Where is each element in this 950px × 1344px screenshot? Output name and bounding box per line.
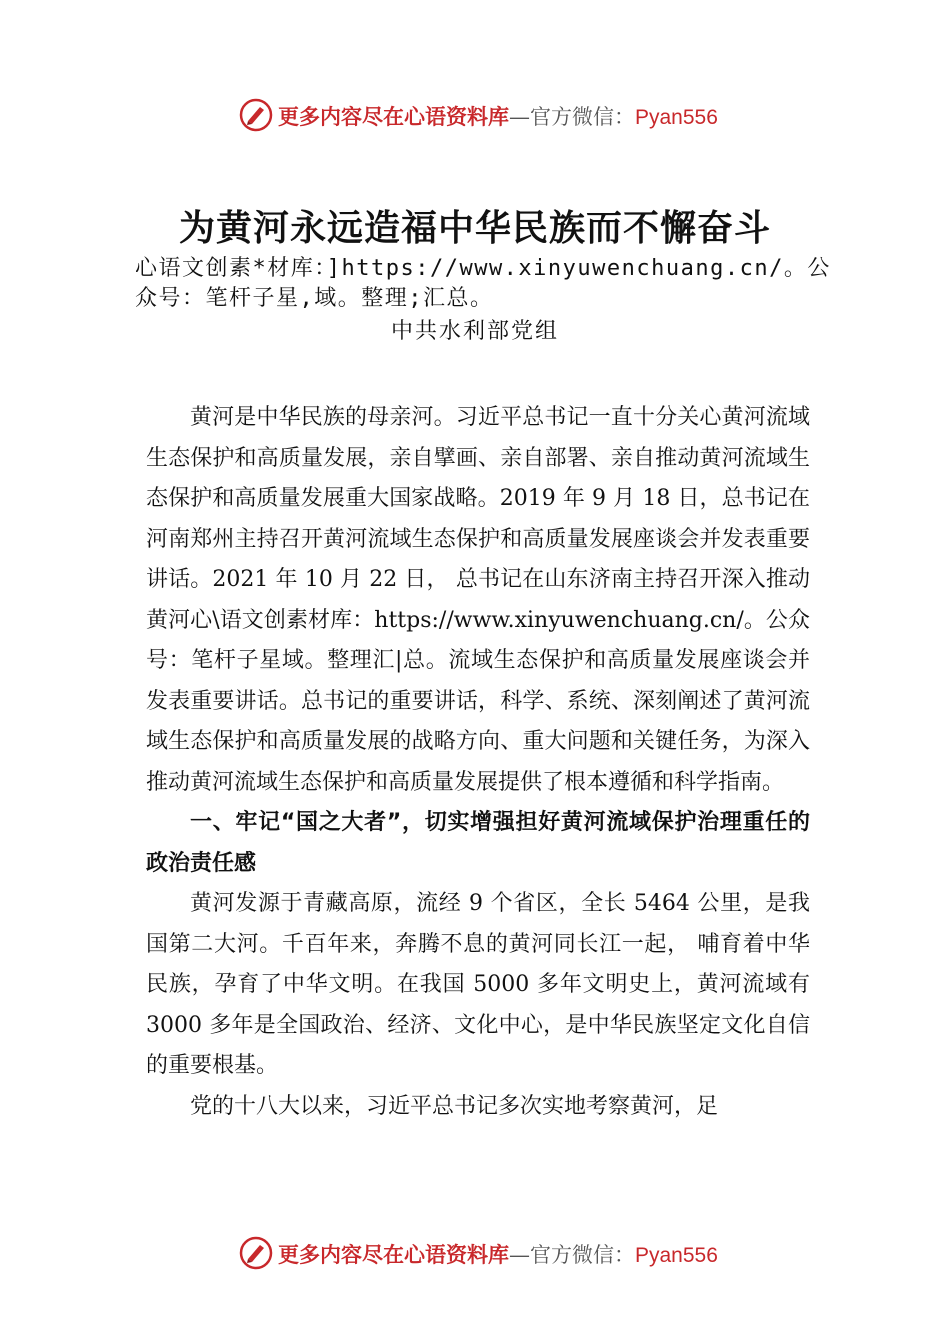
banner-wechat-id: Pyan556 xyxy=(635,1244,718,1267)
brand-logo-icon xyxy=(238,97,274,133)
banner-lead-text: 更多内容尽在心语资料库 xyxy=(278,1242,509,1267)
document-author: 中共水利部党组 xyxy=(390,319,559,344)
document-body xyxy=(146,398,810,1127)
footer-banner xyxy=(0,1233,950,1273)
paragraph: 黄河是中华民族的母亲河。习近平总书记一直十分关心黄河流域生态保护和高质量发展，亲自擘画、亲自部署、亲自推动黄河流域生态保护和高质量发展重大国家战略。2019 年 9 月 18 日，总书记在河南郑州主持召开黄河流域生态保护和高质量发展座谈会并发表重要讲话。2021 年 10 月 22 日， 总书记在山东济南主持召开深入推动黄河心\语文创素材库：https://www.xinyuwenchuang.cn/。公众号：笔杆子星域。整理汇|总。流域生态保护和高质量发展座谈会并发表重要讲话。总书记的重要讲话，科学、系统、深刻阐述了黄河流域生态保护和高质量发展的战略方向、重大问题和关键任务，为深入推动黄河流域生态保护和高质量发展提供了根本遵循和科学指南。 xyxy=(146,405,810,795)
paragraph: 黄河发源于青藏高原，流经 9 个省区，全长 5464 公里，是我国第二大河。千百年来，奔腾不息的黄河同长江一起， 哺育着中华民族，孕育了中华文明。在我国 5000 多年文明史上，黄河流域有 3000 多年是全国政治、经济、文化中心，是中华民族坚定文化自信的重要根基。 xyxy=(146,891,810,1078)
banner-dash: — xyxy=(509,105,530,129)
banner-wechat-label: 官方微信： xyxy=(530,1243,635,1267)
header-banner xyxy=(0,95,950,135)
document-title: 为黄河永远造福中华民族而不懈奋斗 xyxy=(178,207,771,249)
paragraph: 党的十八大以来，习近平总书记多次实地考察黄河，足 xyxy=(190,1093,719,1119)
source-meta-line: 心语文创素*材库：]https://www.xinyuwenchuang.cn/。公众号：笔杆子星,域。整理;汇总。 xyxy=(135,256,831,311)
banner-lead-text: 更多内容尽在心语资料库 xyxy=(278,104,509,129)
banner-dash: — xyxy=(509,1243,530,1267)
banner-wechat-label: 官方微信： xyxy=(530,105,635,129)
brand-logo-icon xyxy=(238,1235,274,1271)
banner-wechat-id: Pyan556 xyxy=(635,106,718,129)
section-heading: 一、牢记“国之大者”，切实增强担好黄河流域保护治理重任的政治责任感 xyxy=(146,810,810,876)
